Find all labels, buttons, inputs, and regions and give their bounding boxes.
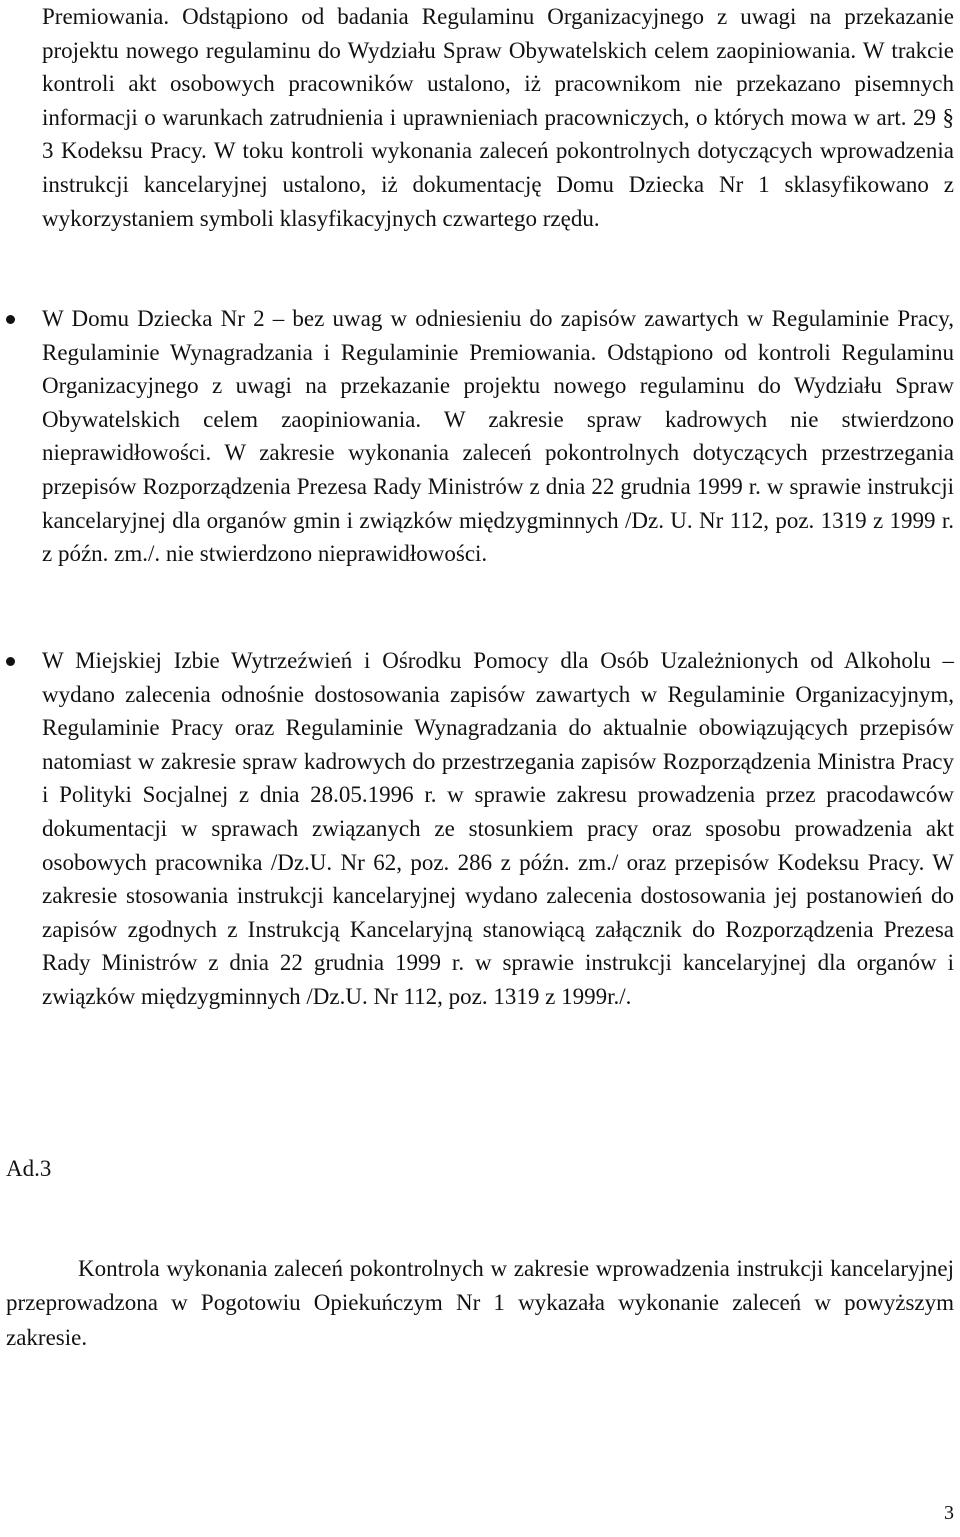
section-label: Ad.3 — [6, 1156, 52, 1181]
bullet-text: W Domu Dziecka Nr 2 – bez uwag w odniesieniu do zapisów zawartych w Regulaminie Pracy, Regulaminie Wynagradzania i Regulaminie Premiowania. Odstąpiono od kontroli Regulaminu Organizacyjnego z uwagi na przekazanie projektu nowego regulaminu do Wydziału Spraw Obywatelskich celem zaopiniowania. W zakresie spraw kadrowych nie stwierdzono nieprawidłowości. W zakresie wykonania zaleceń pokontrolnych dotyczących przestrzegania przepisów Rozporządzenia Prezesa Rady Ministrów z dnia 22 grudnia 1999 r. w sprawie instrukcji kancelaryjnej dla organów gmin i związków międzygminnych /Dz. U. Nr 112, poz. 1319 z 1999 r. z późn. zm./. nie stwierdzono nieprawidłowości. — [42, 306, 954, 567]
bullet-item — [42, 644, 954, 1014]
bullet-text: W Miejskiej Izbie Wytrzeźwień i Ośrodku Pomocy dla Osób Uzależnionych od Alkoholu – wydano zalecenia odnośnie dostosowania zapisów zawartych w Regulaminie Organizacyjnym, Regulaminie Pracy oraz Regulaminie Wynagradzania do aktualnie obowiązujących przepisów natomiast w zakresie spraw kadrowych do przestrzegania zapisów Rozporządzenia Ministra Pracy i Polityki Socjalnej z dnia 28.05.1996 r. w sprawie zakresu prowadzenia przez pracodawców dokumentacji w sprawach związanych ze stosunkiem pracy oraz sposobu prowadzenia akt osobowych pracownika /Dz.U. Nr 62, poz. 286 z późn. zm./ oraz przepisów Kodeksu Pracy. W zakresie stosowania instrukcji kancelaryjnej wydano zalecenia dostosowania jej postanowień do zapisów zgodnych z Instrukcją Kancelaryjną stanowiącą załącznik do Rozporządzenia Prezesa Rady Ministrów z dnia 22 grudnia 1999 r. w sprawie instrukcji kancelaryjnej dla organów i związków międzygminnych /Dz.U. Nr 112, poz. 1319 z 1999r./. — [42, 648, 954, 1009]
closing-paragraph: Kontrola wykonania zaleceń pokontrolnych w zakresie wprowadzenia instrukcji kancelaryjnej przeprowadzona w Pogotowiu Opiekuńczym Nr 1 wykazała wykonanie zaleceń w powyższym zakresie. — [6, 1256, 954, 1350]
continuation-paragraph: Premiowania. Odstąpiono od badania Regulaminu Organizacyjnego z uwagi na przekazanie projektu nowego regulaminu do Wydziału Spraw Obywatelskich celem zaopiniowania. W trakcie kontroli akt osobowych pracowników ustalono, iż pracownikom nie przekazano pisemnych informacji o warunkach zatrudnienia i uprawnieniach pracowniczych, o których mowa w art. 29 § 3 Kodeksu Pracy. W toku kontroli wykonania zaleceń pokontrolnych dotyczących wprowadzenia instrukcji kancelaryjnej ustalono, iż dokumentację Domu Dziecka Nr 1 sklasyfikowano z wykorzystaniem symboli klasyfikacyjnych czwartego rzędu. — [42, 4, 954, 231]
page-number: 3 — [944, 1502, 954, 1524]
bullet-item — [42, 302, 954, 571]
bullet-dot-icon — [6, 315, 15, 324]
bullet-dot-icon — [6, 657, 15, 666]
